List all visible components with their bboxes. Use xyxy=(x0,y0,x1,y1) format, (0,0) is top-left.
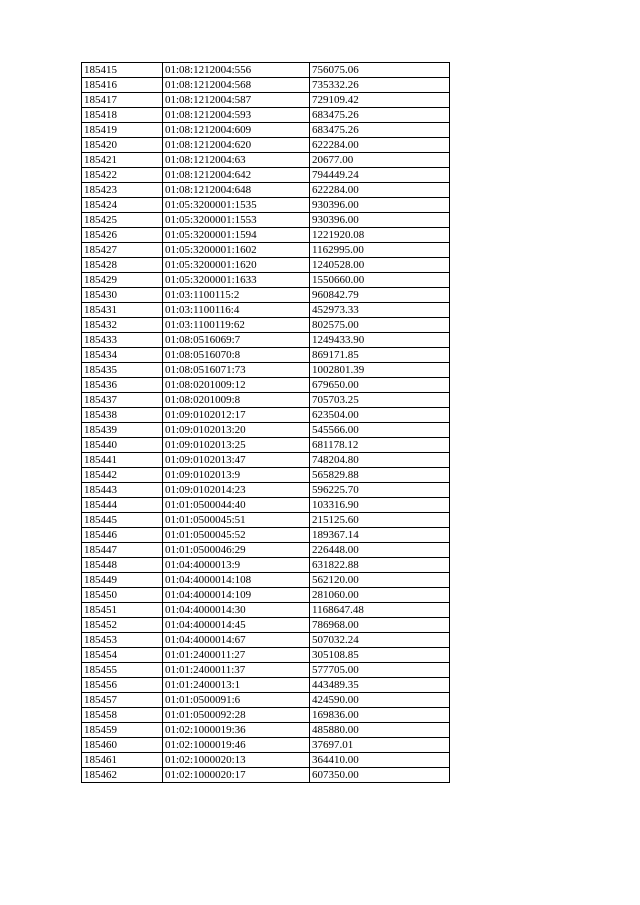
table-row xyxy=(82,423,450,438)
table-row xyxy=(82,183,450,198)
value-cell: 226448.00 xyxy=(310,543,450,558)
value-cell: 683475.26 xyxy=(310,123,450,138)
table-row xyxy=(82,363,450,378)
row-number-cell: 185449 xyxy=(82,573,163,588)
cadastral-number-cell: 01:05:3200001:1633 xyxy=(163,273,310,288)
table-row xyxy=(82,573,450,588)
row-number-cell: 185422 xyxy=(82,168,163,183)
row-number-cell: 185442 xyxy=(82,468,163,483)
row-number-cell: 185451 xyxy=(82,603,163,618)
cadastral-number-cell: 01:08:1212004:648 xyxy=(163,183,310,198)
table-row xyxy=(82,768,450,783)
table-row xyxy=(82,468,450,483)
value-cell: 705703.25 xyxy=(310,393,450,408)
row-number-cell: 185454 xyxy=(82,648,163,663)
table-row xyxy=(82,663,450,678)
cadastral-number-cell: 01:08:1212004:63 xyxy=(163,153,310,168)
value-cell: 607350.00 xyxy=(310,768,450,783)
value-cell: 1002801.39 xyxy=(310,363,450,378)
cadastral-number-cell: 01:04:4000014:30 xyxy=(163,603,310,618)
table-row xyxy=(82,723,450,738)
table-row xyxy=(82,738,450,753)
table-row xyxy=(82,303,450,318)
row-number-cell: 185433 xyxy=(82,333,163,348)
row-number-cell: 185423 xyxy=(82,183,163,198)
row-number-cell: 185424 xyxy=(82,198,163,213)
value-cell: 1240528.00 xyxy=(310,258,450,273)
cadastral-number-cell: 01:01:0500045:52 xyxy=(163,528,310,543)
table-row xyxy=(82,228,450,243)
value-cell: 189367.14 xyxy=(310,528,450,543)
row-number-cell: 185444 xyxy=(82,498,163,513)
table-row xyxy=(82,483,450,498)
value-cell: 545566.00 xyxy=(310,423,450,438)
row-number-cell: 185457 xyxy=(82,693,163,708)
row-number-cell: 185419 xyxy=(82,123,163,138)
cadastral-number-cell: 01:05:3200001:1535 xyxy=(163,198,310,213)
cadastral-number-cell: 01:08:1212004:642 xyxy=(163,168,310,183)
row-number-cell: 185447 xyxy=(82,543,163,558)
row-number-cell: 185460 xyxy=(82,738,163,753)
data-table xyxy=(81,62,450,783)
row-number-cell: 185426 xyxy=(82,228,163,243)
table-row xyxy=(82,63,450,78)
cadastral-number-cell: 01:03:1100119:62 xyxy=(163,318,310,333)
row-number-cell: 185456 xyxy=(82,678,163,693)
cadastral-number-cell: 01:08:0516069:7 xyxy=(163,333,310,348)
cadastral-number-cell: 01:08:1212004:556 xyxy=(163,63,310,78)
row-number-cell: 185453 xyxy=(82,633,163,648)
value-cell: 786968.00 xyxy=(310,618,450,633)
cadastral-number-cell: 01:02:1000020:17 xyxy=(163,768,310,783)
table-row xyxy=(82,123,450,138)
value-cell: 756075.06 xyxy=(310,63,450,78)
value-cell: 1550660.00 xyxy=(310,273,450,288)
table-row xyxy=(82,588,450,603)
value-cell: 1168647.48 xyxy=(310,603,450,618)
value-cell: 679650.00 xyxy=(310,378,450,393)
cadastral-number-cell: 01:01:0500046:29 xyxy=(163,543,310,558)
table-row xyxy=(82,198,450,213)
cadastral-number-cell: 01:05:3200001:1602 xyxy=(163,243,310,258)
table-row xyxy=(82,558,450,573)
cadastral-number-cell: 01:08:1212004:587 xyxy=(163,93,310,108)
table-row xyxy=(82,213,450,228)
value-cell: 1249433.90 xyxy=(310,333,450,348)
value-cell: 364410.00 xyxy=(310,753,450,768)
value-cell: 485880.00 xyxy=(310,723,450,738)
cadastral-number-cell: 01:01:2400011:37 xyxy=(163,663,310,678)
table-row xyxy=(82,288,450,303)
row-number-cell: 185441 xyxy=(82,453,163,468)
row-number-cell: 185450 xyxy=(82,588,163,603)
table-row xyxy=(82,603,450,618)
cadastral-number-cell: 01:05:3200001:1553 xyxy=(163,213,310,228)
row-number-cell: 185448 xyxy=(82,558,163,573)
cadastral-number-cell: 01:08:1212004:593 xyxy=(163,108,310,123)
cadastral-number-cell: 01:04:4000014:109 xyxy=(163,588,310,603)
row-number-cell: 185458 xyxy=(82,708,163,723)
cadastral-number-cell: 01:09:0102014:23 xyxy=(163,483,310,498)
value-cell: 443489.35 xyxy=(310,678,450,693)
value-cell: 562120.00 xyxy=(310,573,450,588)
row-number-cell: 185462 xyxy=(82,768,163,783)
table-row xyxy=(82,648,450,663)
value-cell: 930396.00 xyxy=(310,198,450,213)
row-number-cell: 185455 xyxy=(82,663,163,678)
cadastral-number-cell: 01:08:0516070:8 xyxy=(163,348,310,363)
row-number-cell: 185427 xyxy=(82,243,163,258)
cadastral-number-cell: 01:08:0201009:12 xyxy=(163,378,310,393)
table-row xyxy=(82,78,450,93)
cadastral-number-cell: 01:03:1100115:2 xyxy=(163,288,310,303)
value-cell: 622284.00 xyxy=(310,138,450,153)
value-cell: 683475.26 xyxy=(310,108,450,123)
value-cell: 20677.00 xyxy=(310,153,450,168)
cadastral-number-cell: 01:09:0102013:47 xyxy=(163,453,310,468)
cadastral-number-cell: 01:04:4000014:108 xyxy=(163,573,310,588)
cadastral-number-cell: 01:02:1000020:13 xyxy=(163,753,310,768)
value-cell: 507032.24 xyxy=(310,633,450,648)
cadastral-number-cell: 01:08:1212004:609 xyxy=(163,123,310,138)
table-row xyxy=(82,333,450,348)
value-cell: 1162995.00 xyxy=(310,243,450,258)
table-row xyxy=(82,393,450,408)
table-row xyxy=(82,258,450,273)
row-number-cell: 185440 xyxy=(82,438,163,453)
cadastral-number-cell: 01:04:4000014:67 xyxy=(163,633,310,648)
value-cell: 869171.85 xyxy=(310,348,450,363)
table-row xyxy=(82,243,450,258)
table-row xyxy=(82,108,450,123)
table-row xyxy=(82,378,450,393)
table-row xyxy=(82,528,450,543)
row-number-cell: 185445 xyxy=(82,513,163,528)
cadastral-number-cell: 01:01:0500092:28 xyxy=(163,708,310,723)
table-body xyxy=(82,63,450,783)
value-cell: 281060.00 xyxy=(310,588,450,603)
cadastral-number-cell: 01:05:3200001:1594 xyxy=(163,228,310,243)
value-cell: 577705.00 xyxy=(310,663,450,678)
row-number-cell: 185446 xyxy=(82,528,163,543)
row-number-cell: 185452 xyxy=(82,618,163,633)
cadastral-number-cell: 01:01:0500045:51 xyxy=(163,513,310,528)
row-number-cell: 185436 xyxy=(82,378,163,393)
table-row xyxy=(82,318,450,333)
value-cell: 305108.85 xyxy=(310,648,450,663)
table-row xyxy=(82,708,450,723)
table-row xyxy=(82,348,450,363)
row-number-cell: 185439 xyxy=(82,423,163,438)
row-number-cell: 185432 xyxy=(82,318,163,333)
table-row xyxy=(82,138,450,153)
cadastral-number-cell: 01:09:0102012:17 xyxy=(163,408,310,423)
table-row xyxy=(82,513,450,528)
table-row xyxy=(82,453,450,468)
value-cell: 802575.00 xyxy=(310,318,450,333)
row-number-cell: 185418 xyxy=(82,108,163,123)
cadastral-number-cell: 01:08:1212004:568 xyxy=(163,78,310,93)
table-row xyxy=(82,168,450,183)
table-row xyxy=(82,693,450,708)
cadastral-number-cell: 01:09:0102013:20 xyxy=(163,423,310,438)
value-cell: 37697.01 xyxy=(310,738,450,753)
cadastral-number-cell: 01:04:4000014:45 xyxy=(163,618,310,633)
table-row xyxy=(82,408,450,423)
value-cell: 729109.42 xyxy=(310,93,450,108)
cadastral-number-cell: 01:02:1000019:46 xyxy=(163,738,310,753)
value-cell: 631822.88 xyxy=(310,558,450,573)
value-cell: 735332.26 xyxy=(310,78,450,93)
table-row xyxy=(82,543,450,558)
value-cell: 565829.88 xyxy=(310,468,450,483)
row-number-cell: 185443 xyxy=(82,483,163,498)
row-number-cell: 185461 xyxy=(82,753,163,768)
row-number-cell: 185415 xyxy=(82,63,163,78)
value-cell: 748204.80 xyxy=(310,453,450,468)
cadastral-number-cell: 01:09:0102013:25 xyxy=(163,438,310,453)
value-cell: 1221920.08 xyxy=(310,228,450,243)
cadastral-number-cell: 01:01:2400013:1 xyxy=(163,678,310,693)
value-cell: 623504.00 xyxy=(310,408,450,423)
cadastral-number-cell: 01:03:1100116:4 xyxy=(163,303,310,318)
cadastral-number-cell: 01:05:3200001:1620 xyxy=(163,258,310,273)
table-row xyxy=(82,438,450,453)
row-number-cell: 185438 xyxy=(82,408,163,423)
row-number-cell: 185434 xyxy=(82,348,163,363)
value-cell: 596225.70 xyxy=(310,483,450,498)
table-row xyxy=(82,618,450,633)
cadastral-number-cell: 01:08:0516071:73 xyxy=(163,363,310,378)
value-cell: 424590.00 xyxy=(310,693,450,708)
row-number-cell: 185459 xyxy=(82,723,163,738)
cadastral-number-cell: 01:01:2400011:27 xyxy=(163,648,310,663)
row-number-cell: 185429 xyxy=(82,273,163,288)
value-cell: 622284.00 xyxy=(310,183,450,198)
cadastral-number-cell: 01:02:1000019:36 xyxy=(163,723,310,738)
value-cell: 681178.12 xyxy=(310,438,450,453)
row-number-cell: 185420 xyxy=(82,138,163,153)
table-row xyxy=(82,498,450,513)
row-number-cell: 185435 xyxy=(82,363,163,378)
table-row xyxy=(82,93,450,108)
row-number-cell: 185416 xyxy=(82,78,163,93)
table-row xyxy=(82,753,450,768)
table-row xyxy=(82,273,450,288)
row-number-cell: 185417 xyxy=(82,93,163,108)
value-cell: 215125.60 xyxy=(310,513,450,528)
row-number-cell: 185421 xyxy=(82,153,163,168)
table-row xyxy=(82,153,450,168)
value-cell: 169836.00 xyxy=(310,708,450,723)
row-number-cell: 185430 xyxy=(82,288,163,303)
value-cell: 103316.90 xyxy=(310,498,450,513)
cadastral-number-cell: 01:01:0500044:40 xyxy=(163,498,310,513)
value-cell: 960842.79 xyxy=(310,288,450,303)
cadastral-number-cell: 01:08:1212004:620 xyxy=(163,138,310,153)
cadastral-number-cell: 01:09:0102013:9 xyxy=(163,468,310,483)
value-cell: 930396.00 xyxy=(310,213,450,228)
table-row xyxy=(82,678,450,693)
cadastral-number-cell: 01:04:4000013:9 xyxy=(163,558,310,573)
row-number-cell: 185431 xyxy=(82,303,163,318)
row-number-cell: 185428 xyxy=(82,258,163,273)
value-cell: 794449.24 xyxy=(310,168,450,183)
table-row xyxy=(82,633,450,648)
row-number-cell: 185425 xyxy=(82,213,163,228)
cadastral-number-cell: 01:01:0500091:6 xyxy=(163,693,310,708)
value-cell: 452973.33 xyxy=(310,303,450,318)
row-number-cell: 185437 xyxy=(82,393,163,408)
cadastral-number-cell: 01:08:0201009:8 xyxy=(163,393,310,408)
